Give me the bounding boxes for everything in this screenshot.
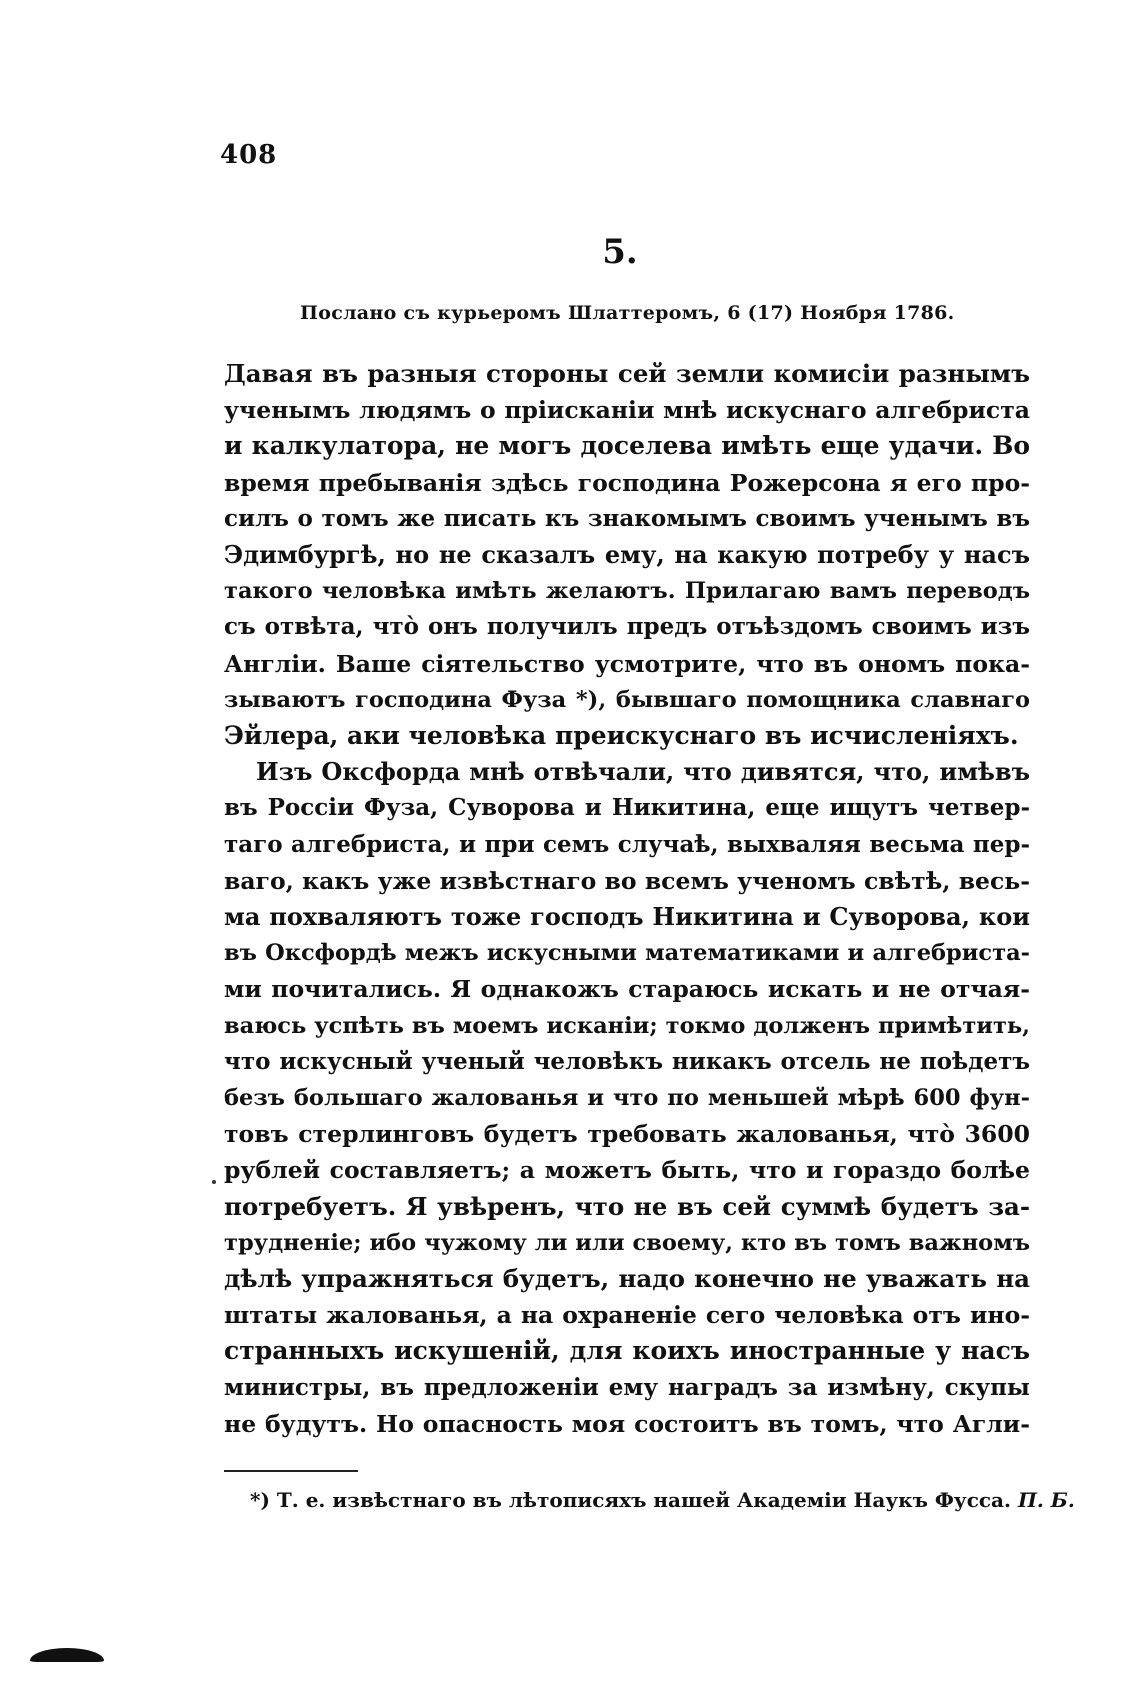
text-line: ученымъ людямъ о прiисканіи мнѣ искуснаго алгебриста: [224, 396, 1030, 425]
text-line: такого человѣка имѣть желаютъ. Прилагаю вамъ переводъ: [224, 578, 1030, 605]
scan-blot: [30, 1648, 104, 1662]
text-line: и калкулатора, не могъ доселева имѣть еще удачи. Во: [224, 431, 1030, 461]
dispatch-note: Послано съ курьеромъ Шлаттеромъ, 6 (17) Ноября 1786.: [300, 302, 955, 324]
text-line: Давая въ разныя стороны сей земли комисіи разнымъ: [224, 359, 1030, 388]
text-line: ваго, какъ уже извѣстнаго во всемъ ученомъ свѣтѣ, весь-: [224, 866, 1030, 895]
footnote-text: *) Т. е. извѣстнаго въ лѣтописяхъ нашей Академіи Наукъ Фусса.: [250, 1488, 1011, 1512]
text-line: Англіи. Ваше сіятельство усмотрите, что въ ономъ пока-: [224, 649, 1030, 678]
margin-mark: [212, 1180, 216, 1184]
main-text: [224, 356, 1030, 1442]
text-line: не будутъ. Но опасность моя состоитъ въ томъ, что Агли-: [224, 1409, 1030, 1438]
text-line: потребуетъ. Я увѣренъ, что не въ сей суммѣ будетъ за-: [224, 1191, 1030, 1221]
text-line: съ отвѣта, что̀ онъ получилъ предъ отъѣздомъ своимъ изъ: [224, 613, 1030, 641]
text-line: странныхъ искушеній, для коихъ иностранные у насъ: [224, 1336, 1030, 1366]
text-line: Эйлера, аки человѣка преискуснаго въ исчисленіяхъ.: [224, 721, 1019, 751]
text-line: силъ о томъ же писать къ знакомымъ своимъ ученымъ въ: [224, 504, 1030, 532]
text-line: зываютъ господина Фуза *), бывшаго помощника славнаго: [224, 686, 1030, 713]
text-line: въ Россіи Фуза, Суворова и Никитина, еще ищутъ четвер-: [224, 794, 1030, 822]
text-line: Эдимбургѣ, но не сказалъ ему, на какую потребу у насъ: [224, 540, 1030, 570]
text-line: ваюсь успѣть въ моемъ исканіи; токмо долженъ примѣтить,: [224, 1012, 1030, 1039]
text-line: въ Оксфордѣ межъ искусными математиками и алгебриста-: [224, 940, 1030, 967]
section-number: 5.: [602, 232, 638, 272]
text-line: рублей составляетъ; а можетъ быть, что и гораздо болѣе: [224, 1156, 1030, 1185]
text-line: безъ большаго жалованья и что по меньшей мѣрѣ 600 фун-: [224, 1085, 1030, 1112]
text-line: что искусный ученый человѣкъ никакъ отсель не поѣдетъ: [224, 1047, 1030, 1075]
text-line: ма похваляютъ тоже господъ Никитина и Суворова, кои: [224, 902, 1030, 932]
page-number: 408: [220, 140, 278, 170]
text-line: время пребыванія здѣсь господина Рожерсона я его про-: [224, 468, 1030, 497]
text-line: товъ стерлинговъ будетъ требовать жалованья, что̀ 3600: [224, 1120, 1030, 1149]
text-line: штаты жалованья, а на охраненіе сего человѣка отъ ино-: [224, 1301, 1030, 1330]
text-line: таго алгебриста, и при семъ случаѣ, выхваляя весьма пер-: [224, 830, 1030, 858]
text-line: дѣлѣ упражняться будетъ, надо конечно не уважать на: [224, 1264, 1030, 1294]
text-line: министры, въ предложеніи ему наградъ за измѣну, скупы: [224, 1373, 1030, 1401]
footnote-attribution: П. Б.: [1017, 1488, 1075, 1512]
text-line: Изъ Оксфорда мнѣ отвѣчали, что дивятся, что, имѣвъ: [256, 757, 1030, 787]
footnote-rule: [224, 1470, 358, 1472]
text-line: ми почитались. Я однакожъ стараюсь искать и не отчая-: [224, 975, 1030, 1004]
text-line: трудненіе; ибо чужому ли или своему, кто въ томъ важномъ: [224, 1229, 1030, 1256]
footnote: [250, 1488, 1075, 1512]
